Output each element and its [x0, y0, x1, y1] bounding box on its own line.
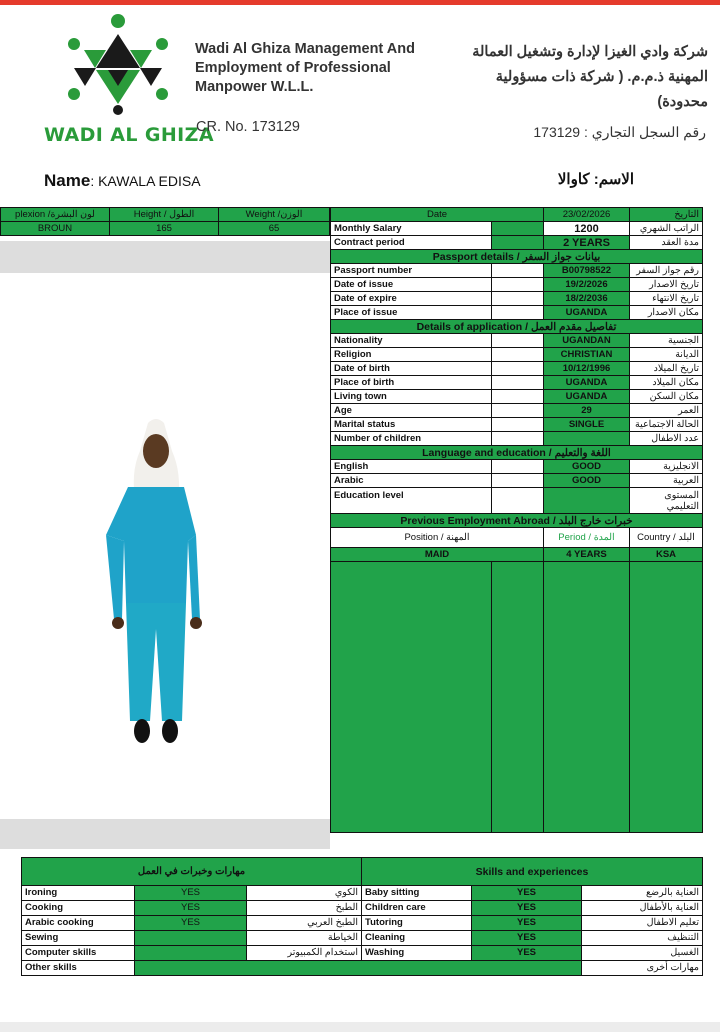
passport-number-label-ar: رقم جواز السفر	[630, 264, 703, 278]
skill-childcare-label: Children care	[362, 901, 472, 916]
period-header: Period / المدة	[544, 528, 630, 548]
skill-tutoring-label-ar: تعليم الاطفال	[582, 916, 703, 931]
applicant-details-table	[330, 207, 703, 833]
children-label-ar: عدد الاطفال	[630, 432, 703, 446]
arabic-label: Arabic	[331, 474, 492, 488]
employment-country: KSA	[630, 548, 703, 562]
weight-value: 65	[219, 222, 330, 236]
arabic-label-ar: العربية	[630, 474, 703, 488]
marital-status-label-ar: الحالة الاجتماعية	[630, 418, 703, 432]
education-value	[544, 488, 630, 514]
candidate-name-en: Name: KAWALA EDISA	[44, 171, 201, 190]
skill-computer-value	[135, 946, 247, 961]
position-header: Position / المهنة	[331, 528, 544, 548]
skill-tutoring-label: Tutoring	[362, 916, 472, 931]
company-name-en: Wadi Al Ghiza Management And Employment of Professional Manpower W.L.L.	[195, 41, 415, 95]
company-name-ar: شركة وادي الغيزا لإدارة وتشغيل العمالة المهنية ذ.م.م. ( شركة ذات مسؤولية محدودة)	[472, 44, 708, 110]
physical-details-table	[0, 207, 330, 236]
skill-babysitting-value: YES	[472, 886, 582, 901]
skill-cleaning-value: YES	[472, 931, 582, 946]
skills-table	[21, 857, 703, 976]
skill-computer-label: Computer skills	[22, 946, 135, 961]
nationality-label: Nationality	[331, 334, 492, 348]
skill-arabic-cooking-label-ar: الطبخ العربي	[247, 916, 362, 931]
country-header: Country / البلد	[630, 528, 703, 548]
expire-date-value: 18/2/2036	[544, 292, 630, 306]
salary-label-ar: الراتب الشهري	[630, 222, 703, 236]
other-skills-label-ar: مهارات أخرى	[582, 961, 703, 976]
birth-date-label: Date of birth	[331, 362, 492, 376]
marital-status-label: Marital status	[331, 418, 492, 432]
skill-sewing-label-ar: الخياطة	[247, 931, 362, 946]
candidate-photo	[0, 273, 326, 819]
issue-date-value: 19/2/2026	[544, 278, 630, 292]
employment-section-title: Previous Employment Abroad / خبرات خارج البلد	[331, 514, 703, 528]
top-accent-bar	[0, 0, 720, 5]
skill-ironing-label-ar: الكوي	[247, 886, 362, 901]
issue-date-label-ar: تاريخ الاصدار	[630, 278, 703, 292]
english-label: English	[331, 460, 492, 474]
marital-status-value: SINGLE	[544, 418, 630, 432]
skill-sewing-value	[135, 931, 247, 946]
skills-title-ar: مهارات وخبرات في العمل	[22, 858, 362, 886]
age-label: Age	[331, 404, 492, 418]
employment-period: 4 YEARS	[544, 548, 630, 562]
living-town-label-ar: مكان السكن	[630, 390, 703, 404]
skill-cooking-label: Cooking	[22, 901, 135, 916]
cr-number-ar: رقم السجل التجاري : 173129	[533, 124, 706, 140]
application-section-title: Details of application / تفاصيل مقدم العمل	[331, 320, 703, 334]
contract-label: Contract period	[331, 236, 492, 250]
skill-washing-label: Washing	[362, 946, 472, 961]
other-skills-value	[135, 961, 582, 976]
living-town-value: UGANDA	[544, 390, 630, 404]
contract-value: 2 YEARS	[544, 236, 630, 250]
english-value: GOOD	[544, 460, 630, 474]
expire-date-label-ar: تاريخ الانتهاء	[630, 292, 703, 306]
skill-cooking-value: YES	[135, 901, 247, 916]
nationality-label-ar: الجنسية	[630, 334, 703, 348]
bottom-strip	[0, 1022, 720, 1032]
children-value	[544, 432, 630, 446]
religion-label: Religion	[331, 348, 492, 362]
birth-place-label: Place of birth	[331, 376, 492, 390]
photo-top-strip	[0, 241, 330, 273]
education-label-ar: المستوى التعليمي	[630, 488, 703, 514]
skill-arabic-cooking-value: YES	[135, 916, 247, 931]
living-town-label: Living town	[331, 390, 492, 404]
skill-washing-value: YES	[472, 946, 582, 961]
complexion-value: BROUN	[1, 222, 110, 236]
language-section-title: Language and education / اللغة والتعليم	[331, 446, 703, 460]
skill-cleaning-label-ar: التنظيف	[582, 931, 703, 946]
issue-place-value: UGANDA	[544, 306, 630, 320]
skill-tutoring-value: YES	[472, 916, 582, 931]
expire-date-label: Date of expire	[331, 292, 492, 306]
skill-babysitting-label-ar: العناية بالرضع	[582, 886, 703, 901]
birth-place-value: UGANDA	[544, 376, 630, 390]
skill-arabic-cooking-label: Arabic cooking	[22, 916, 135, 931]
skill-childcare-label-ar: العناية بالأطفال	[582, 901, 703, 916]
salary-label: Monthly Salary	[331, 222, 492, 236]
height-value: 165	[110, 222, 219, 236]
brand-name: WADI AL GHIZA	[44, 124, 214, 146]
skill-cleaning-label: Cleaning	[362, 931, 472, 946]
education-label: Education level	[331, 488, 492, 514]
photo-bottom-strip	[0, 819, 330, 849]
date-value: 23/02/2026	[544, 208, 630, 222]
religion-value: CHRISTIAN	[544, 348, 630, 362]
skills-title-en: Skills and experiences	[362, 858, 703, 886]
skill-babysitting-label: Baby sitting	[362, 886, 472, 901]
skill-sewing-label: Sewing	[22, 931, 135, 946]
complexion-label: plexion /لون البشرة	[1, 208, 110, 222]
religion-label-ar: الديانة	[630, 348, 703, 362]
candidate-name-ar: الاسم: كاوالا	[557, 171, 634, 188]
employment-position: MAID	[331, 548, 544, 562]
skill-ironing-label: Ironing	[22, 886, 135, 901]
skill-washing-label-ar: الغسيل	[582, 946, 703, 961]
age-value: 29	[544, 404, 630, 418]
passport-number-label: Passport number	[331, 264, 492, 278]
issue-place-label: Place of issue	[331, 306, 492, 320]
contract-label-ar: مدة العقد	[630, 236, 703, 250]
other-skills-label: Other skills	[22, 961, 135, 976]
passport-number-value: B00798522	[544, 264, 630, 278]
nationality-value: UGANDAN	[544, 334, 630, 348]
issue-date-label: Date of issue	[331, 278, 492, 292]
passport-section-title: Passport details / بيانات جواز السفر	[331, 250, 703, 264]
cr-number-en: CR. No. 173129	[196, 119, 300, 135]
date-label-ar: التاريخ	[630, 208, 703, 222]
birth-place-label-ar: مكان الميلاد	[630, 376, 703, 390]
company-logo	[66, 12, 170, 116]
arabic-value: GOOD	[544, 474, 630, 488]
age-label-ar: العمر	[630, 404, 703, 418]
skill-computer-label-ar: استخدام الكمبيوتر	[247, 946, 362, 961]
candidate-figure-illustration	[0, 273, 326, 819]
birth-date-value: 10/12/1996	[544, 362, 630, 376]
issue-place-label-ar: مكان الاصدار	[630, 306, 703, 320]
skill-ironing-value: YES	[135, 886, 247, 901]
salary-value: 1200	[544, 222, 630, 236]
birth-date-label-ar: تاريخ الميلاد	[630, 362, 703, 376]
weight-label: Weight /الوزن	[219, 208, 330, 222]
skill-cooking-label-ar: الطبخ	[247, 901, 362, 916]
height-label: Height / الطول	[110, 208, 219, 222]
skill-childcare-value: YES	[472, 901, 582, 916]
date-label: Date	[331, 208, 544, 222]
children-label: Number of children	[331, 432, 492, 446]
english-label-ar: الانجليزية	[630, 460, 703, 474]
